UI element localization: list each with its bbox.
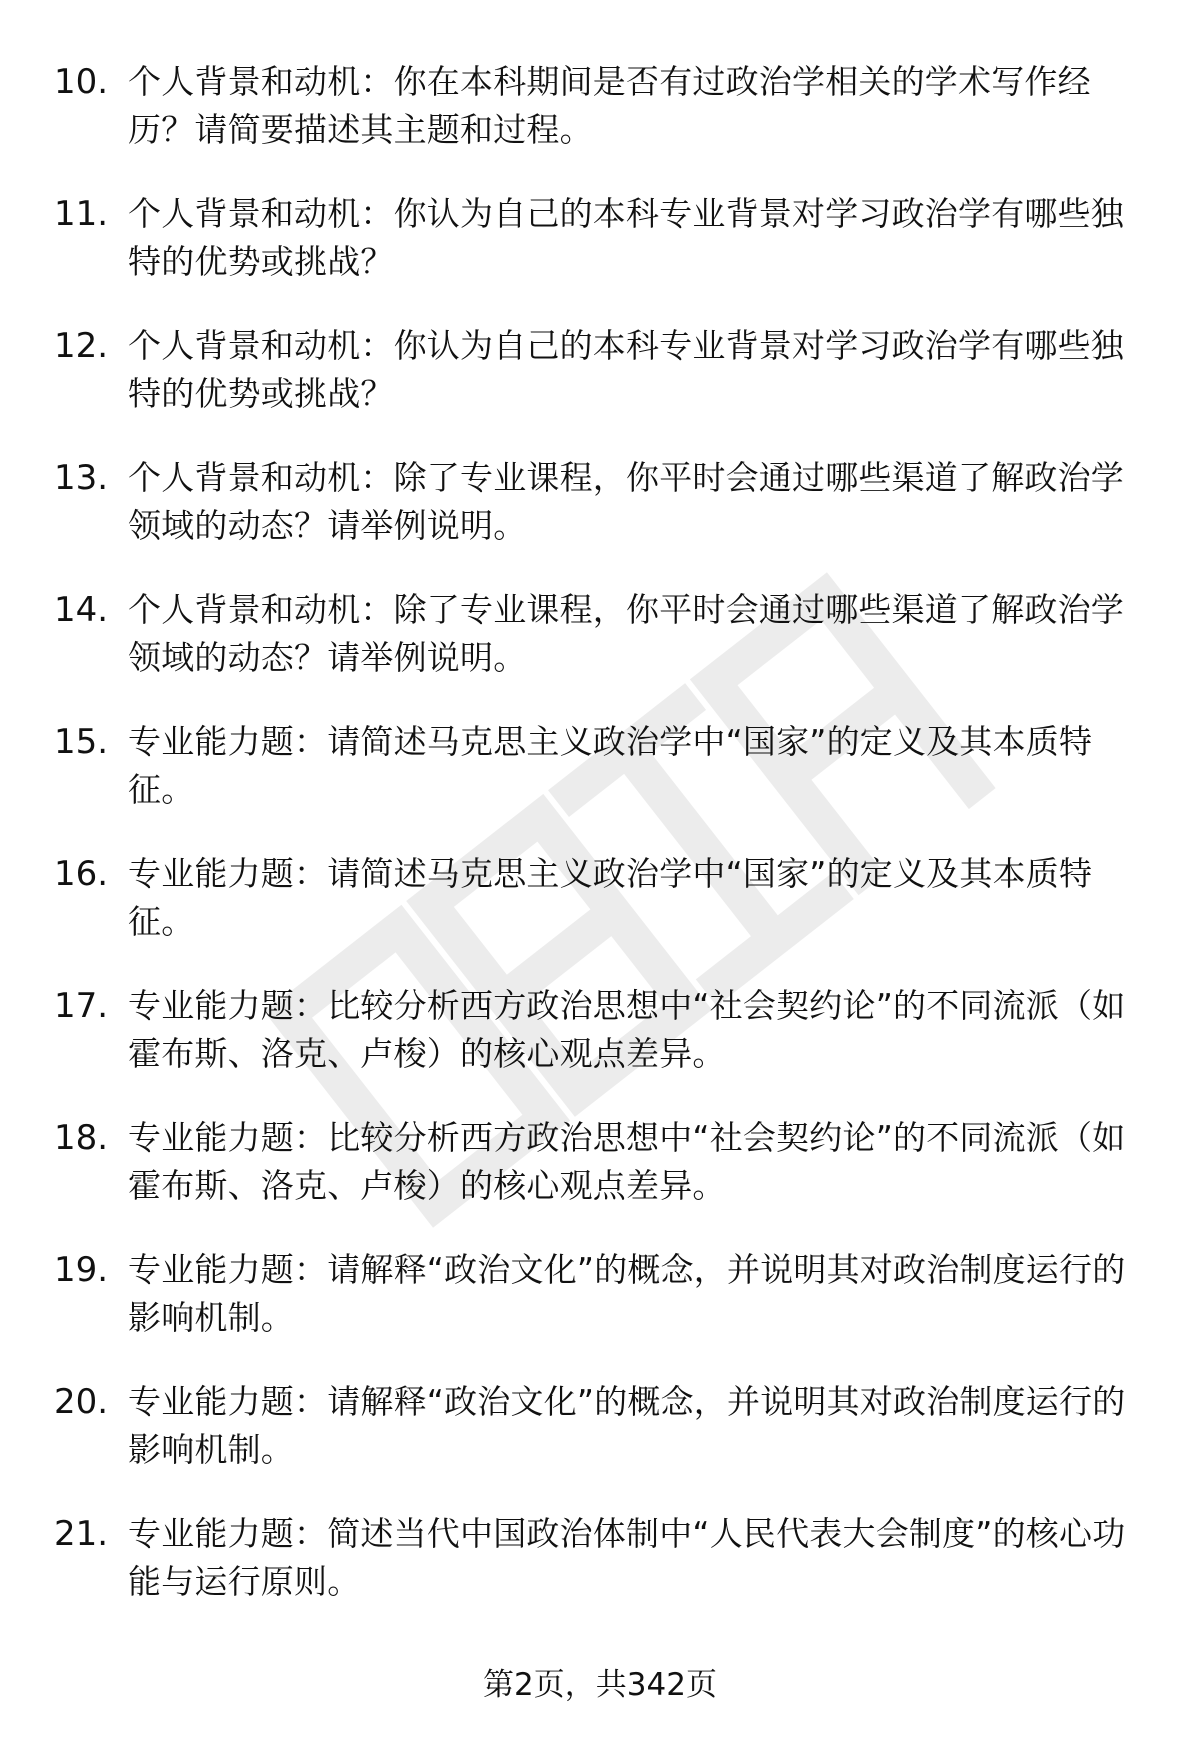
question-text: 专业能力题：比较分析西方政治思想中“社会契约论”的不同流派（如霍布斯、洛克、卢梭）的核心观点差异。: [128, 986, 1126, 1073]
question-text: 专业能力题：请简述马克思主义政治学中“国家”的定义及其本质特征。: [128, 722, 1093, 809]
list-item: [0, 58, 1200, 190]
list-item: [0, 190, 1200, 322]
question-text: 专业能力题：简述当代中国政治体制中“人民代表大会制度”的核心功能与运行原则。: [128, 1514, 1126, 1601]
question-text: 个人背景和动机：除了专业课程，你平时会通过哪些渠道了解政治学领域的动态？请举例说明。: [128, 590, 1124, 677]
question-text: 专业能力题：比较分析西方政治思想中“社会契约论”的不同流派（如霍布斯、洛克、卢梭）的核心观点差异。: [128, 1118, 1126, 1205]
question-number: 11.: [54, 194, 109, 234]
question-number: 15.: [54, 722, 109, 762]
question-text: 个人背景和动机：你在本科期间是否有过政治学相关的学术写作经历？请简要描述其主题和过程。: [128, 62, 1091, 149]
question-number: 12.: [54, 326, 109, 366]
list-item: [0, 718, 1200, 850]
question-text: 专业能力题：请解释“政治文化”的概念，并说明其对政治制度运行的影响机制。: [128, 1382, 1126, 1469]
question-number: 10.: [54, 62, 109, 102]
list-item: [0, 982, 1200, 1114]
list-item: [0, 850, 1200, 982]
list-item: [0, 586, 1200, 718]
list-item: [0, 322, 1200, 454]
list-item: [0, 1246, 1200, 1378]
question-number: 21.: [54, 1514, 109, 1554]
question-text: 专业能力题：请简述马克思主义政治学中“国家”的定义及其本质特征。: [128, 854, 1093, 941]
list-item: [0, 454, 1200, 586]
question-number: 14.: [54, 590, 109, 630]
question-number: 17.: [54, 986, 109, 1026]
question-text: 个人背景和动机：你认为自己的本科专业背景对学习政治学有哪些独特的优势或挑战？: [128, 194, 1124, 281]
question-number: 16.: [54, 854, 109, 894]
question-number: 19.: [54, 1250, 109, 1290]
page-footer: 第2页，共342页: [483, 1667, 717, 1703]
question-number: 20.: [54, 1382, 109, 1422]
question-number: 13.: [54, 458, 109, 498]
list-item: [0, 1114, 1200, 1246]
list-item: [0, 1510, 1200, 1642]
question-text: 专业能力题：请解释“政治文化”的概念，并说明其对政治制度运行的影响机制。: [128, 1250, 1126, 1337]
question-text: 个人背景和动机：你认为自己的本科专业背景对学习政治学有哪些独特的优势或挑战？: [128, 326, 1124, 413]
question-number: 18.: [54, 1118, 109, 1158]
list-item: [0, 1378, 1200, 1510]
question-list: [0, 58, 1200, 1642]
question-text: 个人背景和动机：除了专业课程，你平时会通过哪些渠道了解政治学领域的动态？请举例说明。: [128, 458, 1124, 545]
